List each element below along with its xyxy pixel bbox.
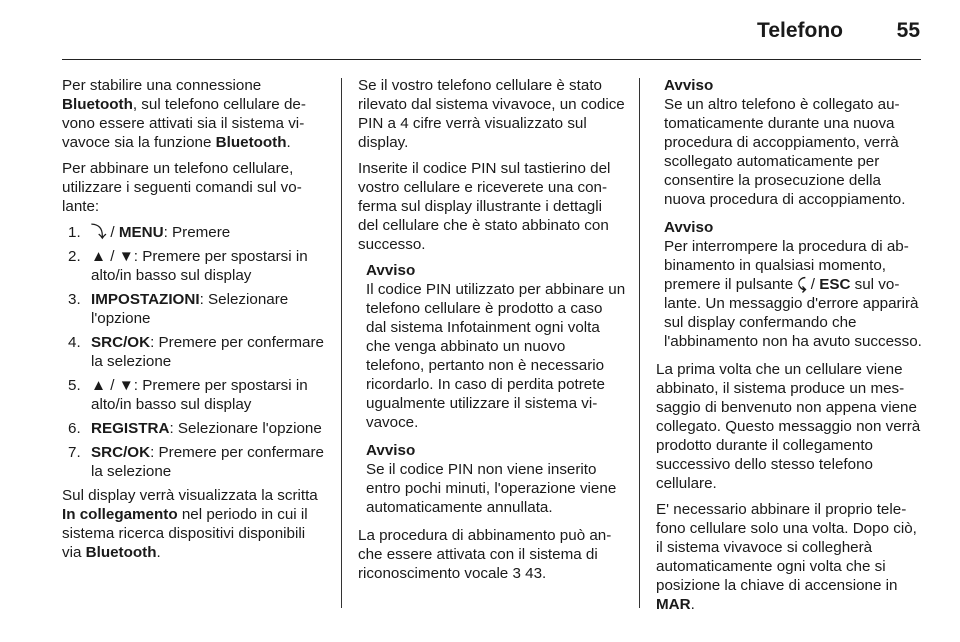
column-3 [656, 76, 926, 621]
step-item: 1. ⤵ / MENU: Premere [68, 224, 231, 241]
steps-list [62, 223, 328, 481]
voice-paragraph: La procedura di abbinamento può anche essere attivata con il sistema di riconoscimento vocale 3 43. [358, 527, 612, 582]
step-item: 4. SRC/OK: Premere per confermare la selezione [68, 334, 324, 370]
notice-box [664, 76, 926, 209]
pin-entry-paragraph: Inserite il codice PIN sul tastierino del vostro cellulare e riceverete una conferma sul display illustrante i dettagli del cellulare che è stato abbinato con successo. [358, 160, 611, 253]
page-header [0, 0, 960, 58]
pin-paragraph: Se il vostro telefono cellulare è stato rilevato dal sistema vivavoce, un codice PIN a 4 cifre verrà visualizzato sul display. [358, 77, 625, 151]
header-rule [62, 59, 921, 60]
notice-box [366, 441, 626, 517]
intro-paragraph: Per stabilire una connessione Bluetooth, sul telefono cellulare devono essere attivati sia il sistema vivavoce sia la funzione Bluetooth. [62, 77, 306, 151]
notice-title: Avviso [366, 262, 416, 279]
section-title: Telefono [757, 19, 843, 42]
column-divider-2 [639, 78, 640, 608]
notice-title: Avviso [664, 219, 714, 236]
arrow-up-icon: ▲ [91, 248, 107, 265]
phone-hangup-icon: ⤹ [797, 276, 807, 293]
page-reference-icon: 3 [512, 565, 521, 582]
notice-box [366, 261, 626, 432]
pair-once-paragraph: E' necessario abbinare il proprio telefono cellulare solo una volta. Dopo ciò, il sistema vivavoce si collegherà automaticamente ogni volta che si posizione la chiave di accensione in MAR. [656, 501, 917, 613]
column-divider-1 [341, 78, 342, 608]
notice-body: Se il codice PIN non viene inserito entro pochi minuti, l'operazione viene automaticamente annullata. [366, 461, 617, 516]
column-2 [358, 76, 626, 590]
connecting-paragraph: Sul display verrà visualizzata la scritta In collegamento nel periodo in cui il sistema ricerca dispositivi disponibili via Bluetooth. [62, 487, 318, 561]
notice-title: Avviso [366, 442, 416, 459]
bluetooth-term: Bluetooth [215, 134, 287, 151]
bluetooth-term: Bluetooth [85, 544, 157, 561]
page-number: 55 [896, 19, 920, 42]
page-reference: 43. [520, 565, 547, 582]
notice-title: Avviso [664, 77, 714, 94]
arrow-up-icon: ▲ [91, 377, 107, 394]
phone-answer-icon: ⤵ [91, 224, 107, 241]
notice-body: Per interrompere la procedura di abbinamento in qualsiasi momento, premere il pulsante ⤹ / ESC sul volante. Un messaggio d'errore apparirà sul display confermando che l'abbinamento non ha avuto successo. [664, 238, 922, 350]
step-item: 2. ▲ / ▼: Premere per spostarsi in alto/in basso sul display [68, 248, 308, 284]
welcome-paragraph: La prima volta che un cellulare viene abbinato, il sistema produce un messaggio di benvenuto non appena viene collegato. Questo messaggio non verrà prodotto durante il collegamento successivo dello stesso telefono cellulare. [656, 361, 921, 492]
notice-box [664, 218, 926, 351]
steps-intro: Per abbinare un telefono cellulare, utilizzare i seguenti comandi sul volante: [62, 160, 302, 215]
column-1 [62, 76, 328, 569]
arrow-down-icon: ▼ [118, 248, 134, 265]
notice-body: Il codice PIN utilizzato per abbinare un telefono cellulare è prodotto a caso dal sistema Infotainment ogni volta che venga abbinato un nuovo telefono, pertanto non è necessario ricordarlo. In caso di perdita potrete ugualmente utilizzare il sistema vivavoce. [366, 281, 626, 431]
notice-body: Se un altro telefono è collegato automaticamente durante una nuova procedura di accoppiamento, verrà scollegato automaticamente per consentire la prosecuzione della nuova procedura di accoppiamento. [664, 96, 906, 208]
step-item: 7. SRC/OK: Premere per confermare la selezione [68, 444, 324, 480]
arrow-down-icon: ▼ [118, 377, 134, 394]
bluetooth-term: Bluetooth [62, 96, 133, 113]
step-item: 5. ▲ / ▼: Premere per spostarsi in alto/in basso sul display [68, 377, 308, 413]
step-item: 6. REGISTRA: Selezionare l'opzione [68, 420, 322, 437]
step-item: 3. IMPOSTAZIONI: Selezionare l'opzione [68, 291, 289, 327]
